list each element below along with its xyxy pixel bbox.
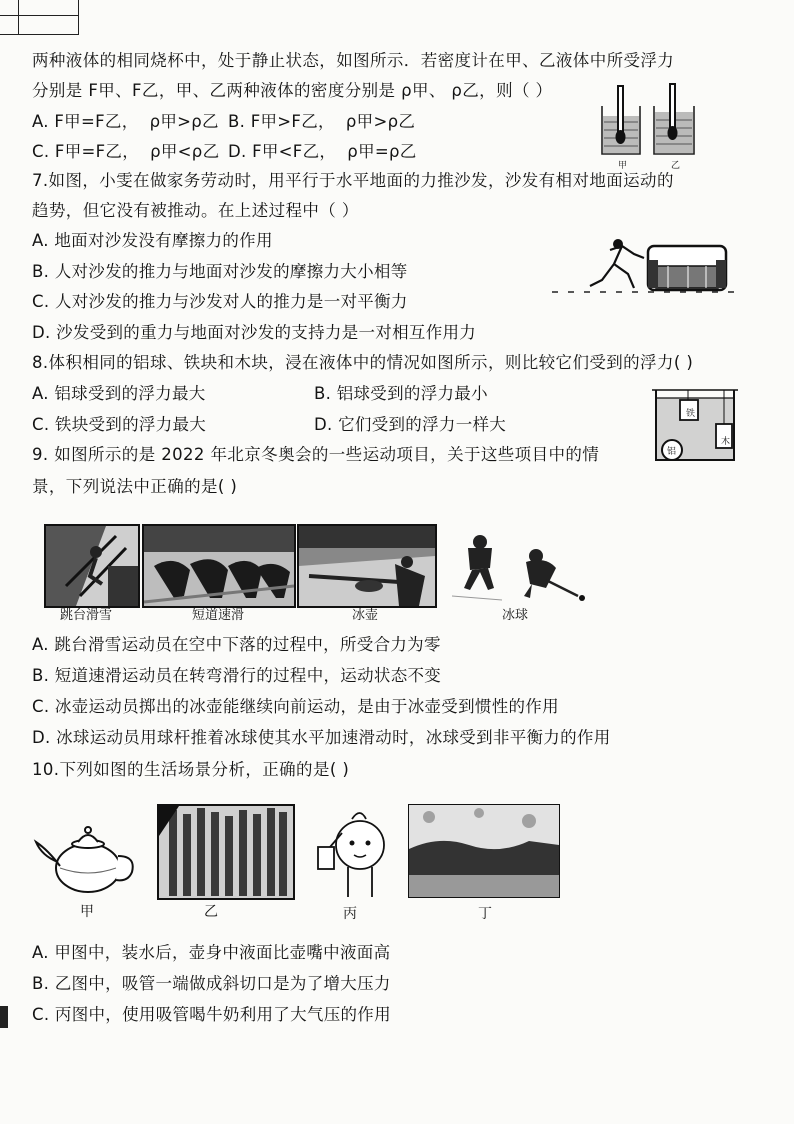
- q7-option-b: B. 人对沙发的推力与地面对沙发的摩擦力大小相等: [32, 262, 408, 281]
- q9-stem-line1: 9. 如图所示的是 2022 年北京冬奥会的一些运动项目，关于这些项目中的情: [32, 445, 600, 464]
- q7-option-a: A. 地面对沙发没有摩擦力的作用: [32, 231, 273, 250]
- ski-jumping-photo: [44, 524, 140, 608]
- q8-option-c: C. 铁块受到的浮力最大: [32, 415, 207, 434]
- q6-option-b: B. F甲>F乙， ρ甲>ρ乙: [228, 112, 416, 131]
- q10-option-a: A. 甲图中，装水后，壶身中液面比壶嘴中液面高: [32, 943, 391, 962]
- ice-hockey-photo: [442, 526, 592, 606]
- q6-figure-label-b: 乙: [671, 161, 681, 171]
- binding-mark: [0, 1006, 8, 1028]
- high-altitude-photo: [408, 804, 560, 898]
- q8-figure-label-wood: 木: [721, 437, 731, 447]
- q9-caption-speed-skating: 短道速滑: [192, 608, 245, 623]
- q7-option-c: C. 人对沙发的推力与沙发对人的推力是一对平衡力: [32, 292, 408, 311]
- table-rule: [0, 15, 78, 16]
- q6-figure-label-a: 甲: [618, 161, 628, 171]
- q7-stem-line1: 7.如图，小雯在做家务劳动时，用平行于水平地面的力推沙发，沙发有相对地面运动的: [32, 171, 674, 190]
- q8-stem-line1: 8.体积相同的铝球、铁块和木块，浸在液体中的情况如图所示，则比较它们受到的浮力( ): [32, 353, 694, 372]
- q10-stem-line1: 10.下列如图的生活场景分析，正确的是( ): [32, 760, 350, 779]
- q9-caption-ice-hockey: 冰球: [502, 608, 529, 623]
- q6-option-a: A. F甲=F乙， ρ甲>ρ乙: [32, 112, 219, 131]
- q6-hydrometer-figure: [598, 82, 708, 164]
- q9-option-a: A. 跳台滑雪运动员在空中下落的过程中，所受合力为零: [32, 635, 441, 654]
- q10-caption-ding: 丁: [478, 906, 492, 922]
- q10-caption-bing: 丙: [343, 906, 357, 922]
- table-rule: [18, 0, 19, 34]
- q9-stem-line2: 景，下列说法中正确的是( ): [32, 477, 238, 496]
- q9-caption-curling: 冰壶: [352, 608, 379, 623]
- child-drinking-milk-figure: [308, 805, 398, 901]
- q8-option-a: A. 铝球受到的浮力最大: [32, 384, 206, 403]
- q7-pushing-sofa-figure: [548, 236, 738, 302]
- q8-figure-label-iron: 铁: [686, 409, 696, 419]
- speed-skating-photo: [142, 524, 296, 608]
- q8-figure-label-aluminum: 铝: [667, 447, 677, 457]
- q6-option-d: D. F甲<F乙， ρ甲=ρ乙: [228, 142, 417, 161]
- teapot-figure: [32, 822, 138, 896]
- q7-option-d: D. 沙发受到的重力与地面对沙发的支持力是一对相互作用力: [32, 323, 477, 342]
- q9-option-b: B. 短道速滑运动员在转弯滑行的过程中，运动状态不变: [32, 666, 442, 685]
- q6-option-c: C. F甲=F乙， ρ甲<ρ乙: [32, 142, 220, 161]
- q6-stem-line2: 分别是 F甲、F乙，甲、乙两种液体的密度分别是 ρ甲、 ρ乙，则（ ）: [32, 81, 553, 100]
- q9-option-c: C. 冰壶运动员掷出的冰壶能继续向前运动，是由于冰壶受到惯性的作用: [32, 697, 559, 716]
- q10-option-c: C. 丙图中，使用吸管喝牛奶利用了大气压的作用: [32, 1005, 391, 1024]
- q10-option-b: B. 乙图中，吸管一端做成斜切口是为了增大压力: [32, 974, 391, 993]
- corner-table-fragment: [0, 0, 79, 35]
- straws-photo: [157, 804, 295, 900]
- q8-tank-figure: [650, 384, 740, 464]
- curling-photo: [297, 524, 437, 608]
- q9-option-d: D. 冰球运动员用球杆推着冰球使其水平加速滑动时，冰球受到非平衡力的作用: [32, 728, 611, 747]
- q7-stem-line2: 趋势，但它没有被推动。在上述过程中（ ）: [32, 201, 359, 220]
- q8-option-d: D. 它们受到的浮力一样大: [314, 415, 507, 434]
- q9-caption-ski-jumping: 跳台滑雪: [60, 608, 113, 623]
- q8-option-b: B. 铝球受到的浮力最小: [314, 384, 488, 403]
- q10-caption-yi: 乙: [204, 904, 218, 920]
- q6-stem-line1: 两种液体的相同烧杯中，处于静止状态，如图所示．若密度计在甲、乙液体中所受浮力: [32, 51, 675, 70]
- q10-caption-jia: 甲: [80, 904, 94, 920]
